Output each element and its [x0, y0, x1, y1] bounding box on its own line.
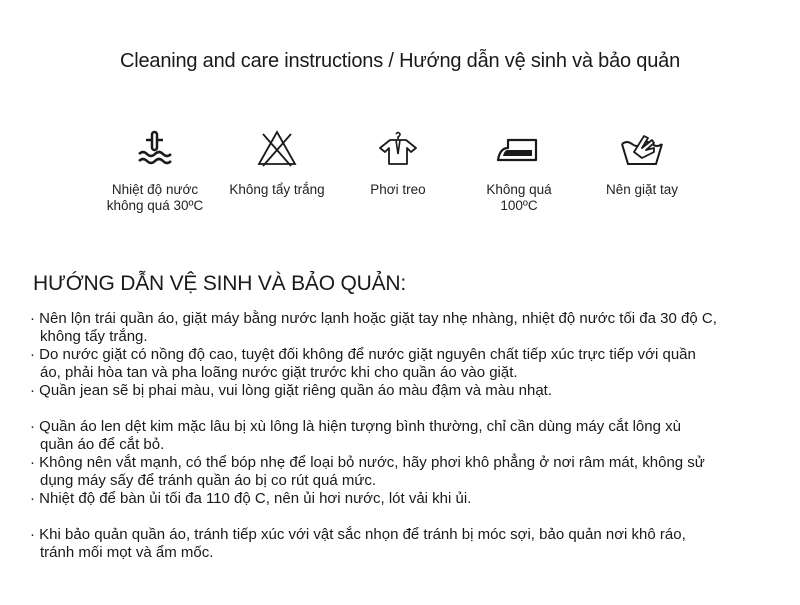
instruction-line: · Nên lộn trái quần áo, giặt máy bằng nước lạnh hoặc giặt tay nhẹ nhàng, nhiệt độ nước tối đa 30 độ C,: [30, 310, 717, 327]
instruction-item: [30, 490, 790, 508]
care-item-water-temp: [90, 128, 220, 214]
instruction-item: [30, 418, 790, 454]
instruction-item: [30, 346, 790, 382]
instruction-item: [30, 310, 790, 346]
page-title: Cleaning and care instructions / Hướng dẫn vệ sinh và bảo quản: [119, 50, 680, 72]
instructions-body: [30, 310, 790, 580]
instruction-line: áo, phải hòa tan và pha loãng nước giặt trước khi cho quần áo vào giặt.: [40, 364, 518, 381]
instruction-line: quần áo để cắt bỏ.: [40, 436, 165, 453]
instruction-line: không tẩy trắng.: [40, 328, 148, 345]
hang-dry-icon: [376, 128, 420, 168]
instruction-item: [30, 454, 790, 490]
instruction-line: tránh mối mọt và ẩm mốc.: [40, 544, 214, 561]
instruction-group: [30, 310, 790, 400]
care-label-line1: Phơi treo: [370, 182, 426, 197]
instruction-line: · Do nước giặt có nồng độ cao, tuyệt đối không để nước giặt nguyên chất tiếp xúc trực tiếp với quần: [30, 346, 696, 363]
iron-icon: [494, 128, 544, 168]
instruction-item: [30, 526, 790, 562]
care-item-hang-dry: [333, 128, 463, 198]
section-heading: HƯỚNG DẪN VỆ SINH VÀ BẢO QUẢN:: [33, 272, 407, 295]
care-label-line1: Nên giặt tay: [605, 182, 679, 197]
care-item-hand-wash: [577, 128, 707, 198]
instruction-line: · Quần jean sẽ bị phai màu, vui lòng giặt riêng quần áo màu đậm và màu nhạt.: [30, 382, 552, 399]
instruction-item: [30, 382, 790, 400]
instruction-line: dụng máy sấy để tránh quần áo bị co rút quá mức.: [40, 472, 377, 489]
care-label-line2: không quá 30ºC: [106, 198, 204, 213]
care-icons-row: [0, 128, 800, 238]
instruction-line: · Quần áo len dệt kim mặc lâu bị xù lông là hiện tượng bình thường, chỉ cần dùng máy cắt lông xù: [30, 418, 681, 435]
instruction-group: [30, 526, 790, 562]
care-label-line1: Nhiệt độ nước: [111, 182, 199, 197]
care-item-iron: [454, 128, 584, 214]
hand-wash-icon: [618, 128, 666, 168]
instruction-group: [30, 418, 790, 508]
instruction-line: · Nhiệt độ để bàn ủi tối đa 110 độ C, nên ủi hơi nước, lót vải khi ủi.: [30, 490, 472, 507]
care-label-line1: Không quá: [486, 182, 552, 197]
water-temperature-icon: [133, 128, 177, 168]
care-label-line2: 100ºC: [500, 198, 538, 213]
care-item-no-bleach: [212, 128, 342, 198]
instruction-line: · Không nên vắt mạnh, có thể bóp nhẹ để loại bỏ nước, hãy phơi khô phẳng ở nơi râm mát, không sử: [30, 454, 705, 471]
care-label-line1: Không tẩy trắng: [229, 182, 325, 197]
no-bleach-icon: [255, 128, 299, 168]
instruction-line: · Khi bảo quản quần áo, tránh tiếp xúc với vật sắc nhọn để tránh bị móc sợi, bảo quản nơi khô ráo,: [30, 526, 686, 543]
